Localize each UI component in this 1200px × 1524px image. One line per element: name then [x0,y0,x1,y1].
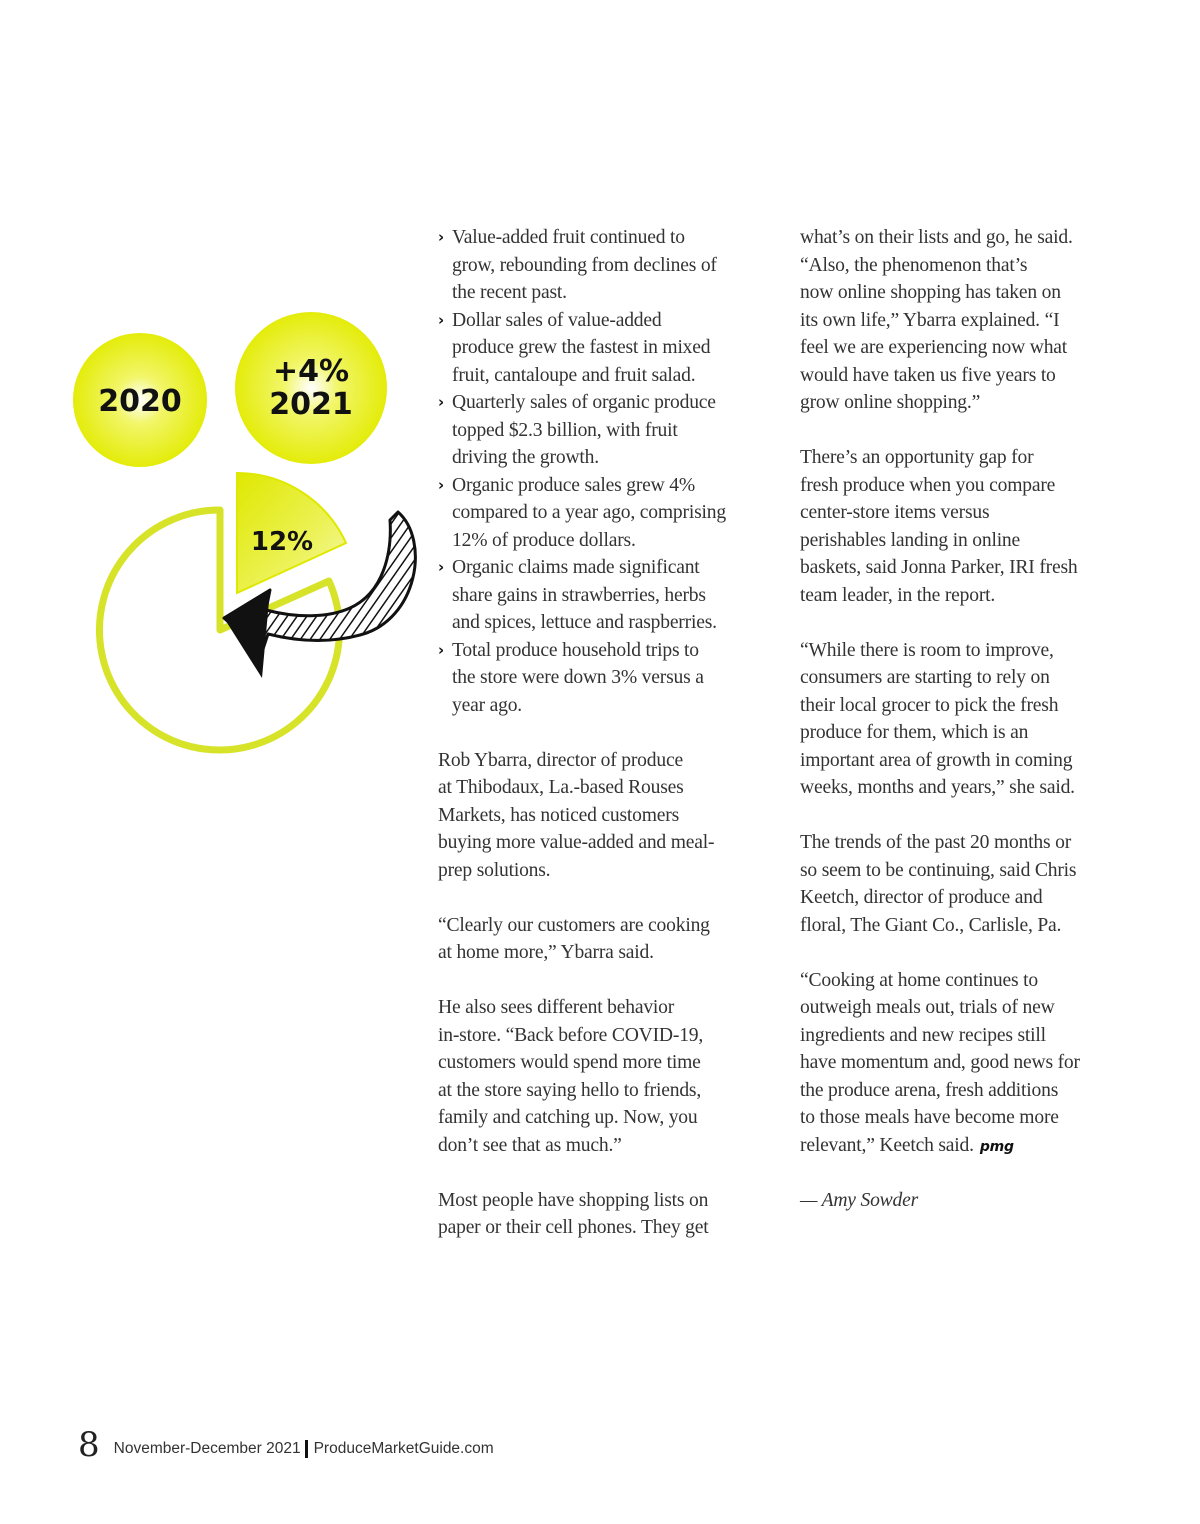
text-line: 12% of produce dollars. [452,529,636,551]
text-line-content: important area of growth in coming [800,749,1073,771]
text-line [800,389,1140,417]
text-line: at Thibodaux, La.-based Rouses [438,777,684,798]
text-line [800,1104,1140,1132]
text-line: Quarterly sales of organic produce [452,392,716,413]
text-line-content: so seem to be continuing, said Chris [800,859,1077,881]
text-line [800,252,1140,280]
text-line [800,719,1140,747]
paragraph [800,444,1140,609]
text-line-content: relevant,” Keetch said. [800,1134,974,1156]
text-line-content: would have taken us five years to [800,364,1056,386]
text-line [800,334,1140,362]
text-line: paper or their cell phones. They get [438,1217,709,1238]
text-line-content: weeks, months and years,” she said. [800,777,1075,798]
bubble-2021-label: 2021 [269,387,353,422]
text-line [800,692,1140,720]
text-line: Most people have shopping lists on [438,1189,709,1211]
paragraph [800,224,1140,417]
paragraph [438,1187,778,1242]
text-line-content: baskets, said Jonna Parker, IRI fresh [800,557,1078,578]
text-line-content: feel we are experiencing now what [800,337,1068,358]
text-line: topped $2.3 billion, with fruit [452,419,678,441]
text-line: produce grew the fastest in mixed [452,337,711,358]
paragraph [800,967,1140,1160]
text-line [800,857,1140,885]
text-line-content: now online shopping has taken on [800,282,1061,303]
bullet-chevron-icon: › [438,228,444,246]
text-line-content: perishables landing in online [800,529,1021,551]
organic-growth-illustration [0,300,430,770]
text-line [800,279,1140,307]
text-line [800,1022,1140,1050]
text-line [800,664,1140,692]
bubble-2020-label: 2020 [98,384,182,419]
bullet-item [438,307,778,390]
text-line [800,912,1140,940]
issue-date: November-December 2021 [113,1440,301,1457]
text-line [800,499,1140,527]
text-line-content: “Also, the phenomenon that’s [800,254,1028,276]
footer-divider [305,1440,308,1458]
text-line-content: fresh produce when you compare [800,474,1056,496]
text-line: and spices, lettuce and raspberries. [452,612,717,633]
bullet-item [438,554,778,637]
bullet-item [438,637,778,720]
paragraph [438,747,778,885]
text-line: year ago. [452,694,523,716]
text-line-content: ingredients and new recipes still [800,1024,1046,1046]
text-line-content: floral, The Giant Co., Carlisle, Pa. [800,914,1062,936]
text-line: Organic produce sales grew 4% [452,474,696,496]
text-line-content: The trends of the past 20 months or [800,832,1072,853]
text-line: He also sees different behavior [438,997,675,1018]
bullet-item [438,224,778,307]
text-line-content: center-store items versus [800,502,990,523]
text-line: Dollar sales of value-added [452,309,662,331]
bullet-item [438,389,778,472]
text-line-content: “Cooking at home continues to [800,969,1038,991]
text-line-content: team leader, in the report. [800,584,996,606]
text-line [800,224,1140,252]
website-link[interactable]: ProduceMarketGuide.com [313,1440,494,1457]
text-line [800,637,1140,665]
text-line [800,1049,1140,1077]
bullet-chevron-icon: › [438,558,444,576]
text-line-content: outweigh meals out, trials of new [800,997,1055,1018]
paragraph [800,637,1140,802]
text-line [800,527,1140,555]
bubble-2021-change-label: +4% [272,354,350,389]
text-line: compared to a year ago, comprising [452,502,726,523]
text-line: Value-added fruit continued to [452,227,685,248]
text-line [800,307,1140,335]
text-line [800,1077,1140,1105]
text-line: grow, rebounding from declines of [452,254,717,276]
text-line [800,774,1140,802]
text-line-content: have momentum and, good news for [800,1052,1080,1073]
text-line: the store were down 3% versus a [452,667,704,688]
text-line: prep solutions. [438,859,551,881]
text-line: driving the growth. [452,447,599,468]
bullet-chevron-icon: › [438,310,444,329]
bullet-chevron-icon: › [438,640,444,659]
text-line: don’t see that as much.” [438,1134,622,1156]
text-line: share gains in strawberries, herbs [452,584,706,606]
paragraph [438,994,778,1159]
text-line-content: grow online shopping.” [800,392,981,413]
text-line: at home more,” Ybarra said. [438,942,654,963]
text-line: Total produce household trips to [452,639,699,661]
text-line-content: produce for them, which is an [800,722,1029,743]
bullet-chevron-icon: › [438,393,444,411]
paragraph [800,829,1140,939]
text-line-content: There’s an opportunity gap for [800,447,1034,468]
text-line [800,554,1140,582]
pie-slice-label: 12% [250,527,314,557]
text-line-content: the produce arena, fresh additions [800,1079,1059,1101]
end-mark: pmg [979,1138,1014,1155]
text-line: at the store saying hello to friends, [438,1079,702,1101]
text-line [800,747,1140,775]
bullet-chevron-icon: › [438,475,444,494]
text-line: family and catching up. Now, you [438,1107,698,1128]
text-line-content: consumers are starting to rely on [800,667,1050,688]
text-line [800,829,1140,857]
page-footer [78,1418,494,1465]
text-line [800,1132,1140,1160]
bullet-item [438,472,778,555]
paragraph [438,912,778,967]
text-line: Markets, has noticed customers [438,804,680,826]
text-line [800,472,1140,500]
text-line: Organic claims made significant [452,557,700,578]
page-number: 8 [78,1425,100,1465]
text-line [800,362,1140,390]
text-line [800,967,1140,995]
article-column-left [438,224,778,1242]
text-line: “Clearly our customers are cooking [438,914,710,936]
text-line [800,994,1140,1022]
text-line [800,582,1140,610]
text-line: fruit, cantaloupe and fruit salad. [452,364,696,386]
article-column-right [800,224,1140,1214]
text-line: buying more value-added and meal- [438,832,715,853]
text-line: in-store. “Back before COVID-19, [438,1024,704,1046]
byline: — Amy Sowder [800,1189,919,1211]
text-line [800,444,1140,472]
text-line: the recent past. [452,282,567,303]
text-line: customers would spend more time [438,1052,701,1073]
text-line-content: to those meals have become more [800,1107,1059,1128]
text-line-content: what’s on their lists and go, he said. [800,227,1073,248]
text-line-content: Keetch, director of produce and [800,887,1043,908]
organic-growth-graphic [0,300,430,770]
text-line-content: “While there is room to improve, [800,639,1054,661]
text-line: Rob Ybarra, director of produce [438,749,683,771]
text-line-content: its own life,” Ybarra explained. “I [800,309,1060,331]
text-line [800,884,1140,912]
text-line-content: their local grocer to pick the fresh [800,694,1059,716]
